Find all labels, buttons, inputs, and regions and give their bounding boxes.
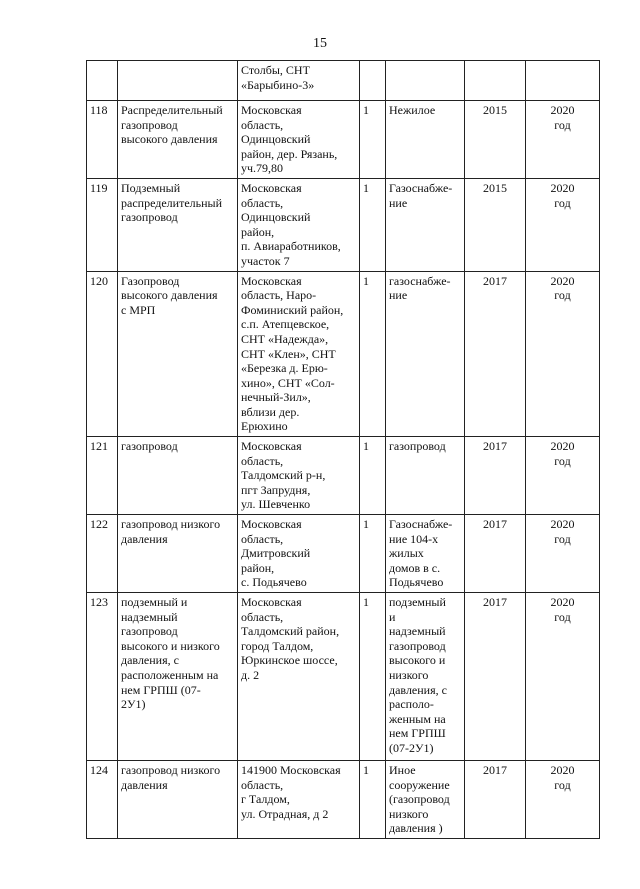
object-quantity: 1	[360, 761, 386, 839]
object-purpose	[386, 593, 465, 761]
object-deadline-line: 2020	[550, 180, 575, 195]
object-purpose	[386, 515, 465, 593]
object-purpose-line: Газоснабже-	[389, 180, 453, 195]
object-name	[118, 437, 238, 515]
row-number: 120	[87, 271, 118, 437]
object-deadline-line: 2020	[550, 595, 575, 609]
object-quantity: 1	[360, 271, 386, 437]
object-address-line: п. Авиаработников,	[241, 239, 341, 254]
object-name-line: Газопровод	[121, 273, 180, 288]
object-quantity	[360, 61, 386, 101]
object-purpose-line: располо-	[389, 697, 434, 712]
object-purpose-line: высокого и	[389, 653, 446, 668]
object-name-line: с МРП	[121, 302, 156, 317]
object-year: 2015	[465, 101, 526, 179]
object-name-line: газопровод	[121, 117, 178, 132]
table-row	[87, 271, 600, 437]
object-deadline-line: год	[554, 531, 571, 546]
object-purpose-line: Иное	[389, 763, 416, 777]
object-name	[118, 593, 238, 761]
object-address	[238, 515, 360, 593]
object-address-line: район, дер. Рязань,	[241, 146, 338, 161]
object-purpose-line: низкого	[389, 667, 429, 682]
object-name-line: газопровод низкого	[121, 517, 221, 532]
object-deadline	[526, 61, 600, 101]
row-number: 118	[87, 101, 118, 179]
object-address-line: нечный-Зил»,	[241, 390, 311, 405]
object-address-line: пгт Запрудня,	[241, 482, 311, 497]
table-body	[87, 61, 600, 839]
object-deadline	[526, 178, 600, 271]
object-name-line: давления	[121, 531, 168, 546]
object-address-line: уч.79,80	[241, 161, 284, 176]
object-name	[118, 515, 238, 593]
object-name-line: газопровод	[121, 439, 178, 454]
object-purpose	[386, 61, 465, 101]
object-year	[465, 61, 526, 101]
object-deadline-line: год	[554, 288, 571, 303]
table-row	[87, 515, 600, 593]
object-purpose-line: ние	[389, 288, 408, 303]
object-purpose-line: женным на	[389, 711, 446, 726]
object-quantity: 1	[360, 101, 386, 179]
object-address-line: область,	[241, 609, 284, 624]
object-purpose-line: газопровод	[389, 439, 446, 454]
object-name-line: газопровод	[121, 210, 178, 225]
object-purpose	[386, 101, 465, 179]
row-number: 123	[87, 593, 118, 761]
object-address	[238, 178, 360, 271]
object-address-line: Московская	[241, 180, 302, 195]
object-address-line: хино», СНТ «Сол-	[241, 375, 335, 390]
row-number: 121	[87, 437, 118, 515]
object-name-line: надземный	[121, 609, 178, 624]
object-year: 2017	[465, 515, 526, 593]
object-address-line: с. Подьячево	[241, 575, 307, 590]
object-quantity: 1	[360, 178, 386, 271]
object-name	[118, 761, 238, 839]
object-address-line: Талдомский район,	[241, 624, 340, 639]
object-address-line: Одинцовский	[241, 132, 311, 147]
object-year: 2017	[465, 271, 526, 437]
object-address-line: Московская	[241, 595, 302, 609]
object-address-line: г Талдом,	[241, 792, 290, 807]
object-purpose-line: жилых	[389, 546, 424, 561]
object-name-line: давления, с	[121, 653, 179, 668]
object-purpose-line: домов в с.	[389, 560, 441, 575]
object-year: 2015	[465, 178, 526, 271]
object-purpose-line: Газоснабже-	[389, 517, 453, 532]
object-address-line: область,	[241, 453, 284, 468]
object-purpose-line: Подьячево	[389, 575, 444, 590]
object-purpose-line: (07-2У1)	[389, 740, 434, 755]
object-address-line: д. 2	[241, 667, 260, 682]
object-deadline	[526, 593, 600, 761]
object-deadline-line: 2020	[550, 439, 575, 454]
table-row	[87, 61, 600, 101]
object-deadline-line: 2020	[550, 763, 575, 777]
object-deadline-line: год	[554, 609, 571, 624]
table-row	[87, 761, 600, 839]
table-row	[87, 178, 600, 271]
object-name	[118, 178, 238, 271]
registry-table	[86, 60, 600, 839]
object-purpose	[386, 437, 465, 515]
object-deadline-line: год	[554, 453, 571, 468]
object-purpose-line: ние 104-х	[389, 531, 439, 546]
object-purpose-line: сооружение	[389, 777, 450, 792]
object-quantity: 1	[360, 593, 386, 761]
table-row	[87, 593, 600, 761]
object-address-line: Столбы, СНТ	[241, 63, 310, 77]
object-deadline	[526, 271, 600, 437]
object-purpose-line: подземный	[389, 595, 446, 609]
object-year: 2017	[465, 437, 526, 515]
object-purpose-line: (газопровод	[389, 792, 450, 807]
table-row	[87, 437, 600, 515]
object-deadline-line: 2020	[550, 273, 575, 288]
page-number: 15	[313, 36, 327, 51]
object-name-line: газопровод	[121, 624, 178, 639]
object-address-line: «Барыбино-3»	[241, 77, 315, 92]
object-purpose-line: надземный	[389, 624, 446, 639]
object-name-line: нем ГРПШ (07-	[121, 682, 201, 697]
object-address-line: «Березка д. Ерю-	[241, 361, 328, 376]
object-deadline-line: год	[554, 117, 571, 132]
object-name-line: распределительный	[121, 195, 223, 210]
object-deadline-line: год	[554, 195, 571, 210]
object-name	[118, 271, 238, 437]
object-quantity: 1	[360, 437, 386, 515]
object-address	[238, 761, 360, 839]
object-address	[238, 101, 360, 179]
object-purpose-line: давления )	[389, 821, 443, 836]
object-address-line: область,	[241, 531, 284, 546]
object-address-line: Московская	[241, 439, 302, 454]
object-address	[238, 593, 360, 761]
object-deadline	[526, 101, 600, 179]
object-name-line: расположенным на	[121, 667, 219, 682]
object-address-line: Фоминиский район,	[241, 302, 344, 317]
object-purpose-line: низкого	[389, 806, 429, 821]
object-address-line: ул. Отрадная, д 2	[241, 806, 329, 821]
object-purpose-line: ние	[389, 195, 408, 210]
object-address-line: район,	[241, 560, 275, 575]
object-name-line: Распределительный	[121, 103, 223, 117]
row-number	[87, 61, 118, 101]
object-name-line: давления	[121, 777, 168, 792]
object-address-line: ул. Шевченко	[241, 497, 311, 512]
object-address-line: область,	[241, 117, 284, 132]
object-address-line: Юркинское шоссе,	[241, 653, 338, 668]
row-number: 119	[87, 178, 118, 271]
object-year: 2017	[465, 761, 526, 839]
object-purpose-line: давления, с	[389, 682, 447, 697]
object-address-line: область,	[241, 777, 284, 792]
object-name	[118, 61, 238, 101]
object-name-line: 2У1)	[121, 697, 146, 712]
object-deadline	[526, 515, 600, 593]
object-name-line: подземный и	[121, 595, 188, 609]
object-address	[238, 437, 360, 515]
object-address-line: Одинцовский	[241, 210, 311, 225]
row-number: 122	[87, 515, 118, 593]
object-address-line: Талдомский р-н,	[241, 468, 326, 483]
table-row	[87, 101, 600, 179]
row-number: 124	[87, 761, 118, 839]
object-address-line: участок 7	[241, 253, 290, 268]
object-name-line: высокого давления	[121, 288, 218, 303]
object-address-line: область, Наро-	[241, 288, 317, 303]
object-purpose-line: и	[389, 609, 396, 624]
object-address-line: Ерюхино	[241, 419, 288, 434]
object-address-line: Дмитровский	[241, 546, 311, 561]
object-address-line: Московская	[241, 517, 302, 532]
object-deadline-line: год	[554, 777, 571, 792]
object-address-line: город Талдом,	[241, 638, 314, 653]
object-address-line: район,	[241, 224, 275, 239]
object-purpose-line: газопровод	[389, 638, 446, 653]
object-address-line: Московская	[241, 273, 302, 288]
object-address-line: область,	[241, 195, 284, 210]
object-name-line: газопровод низкого	[121, 763, 221, 777]
object-address-line: 141900 Московская	[241, 763, 341, 777]
object-address	[238, 271, 360, 437]
object-purpose	[386, 761, 465, 839]
object-address	[238, 61, 360, 101]
object-address-line: СНТ «Клен», СНТ	[241, 346, 336, 361]
object-address-line: вблизи дер.	[241, 404, 300, 419]
object-address-line: с.п. Атепцевское,	[241, 317, 330, 332]
object-address-line: СНТ «Надежда»,	[241, 331, 329, 346]
object-quantity: 1	[360, 515, 386, 593]
object-name-line: Подземный	[121, 180, 181, 195]
object-purpose-line: газоснабже-	[389, 273, 451, 288]
object-purpose	[386, 178, 465, 271]
object-deadline-line: 2020	[550, 517, 575, 532]
object-deadline	[526, 437, 600, 515]
object-purpose-line: нем ГРПШ	[389, 726, 446, 741]
object-address-line: Московская	[241, 103, 302, 117]
object-deadline-line: 2020	[550, 103, 575, 117]
object-name	[118, 101, 238, 179]
object-purpose-line: Нежилое	[389, 103, 436, 117]
object-name-line: высокого давления	[121, 132, 218, 147]
object-year: 2017	[465, 593, 526, 761]
object-deadline	[526, 761, 600, 839]
object-name-line: высокого и низкого	[121, 638, 220, 653]
object-purpose	[386, 271, 465, 437]
